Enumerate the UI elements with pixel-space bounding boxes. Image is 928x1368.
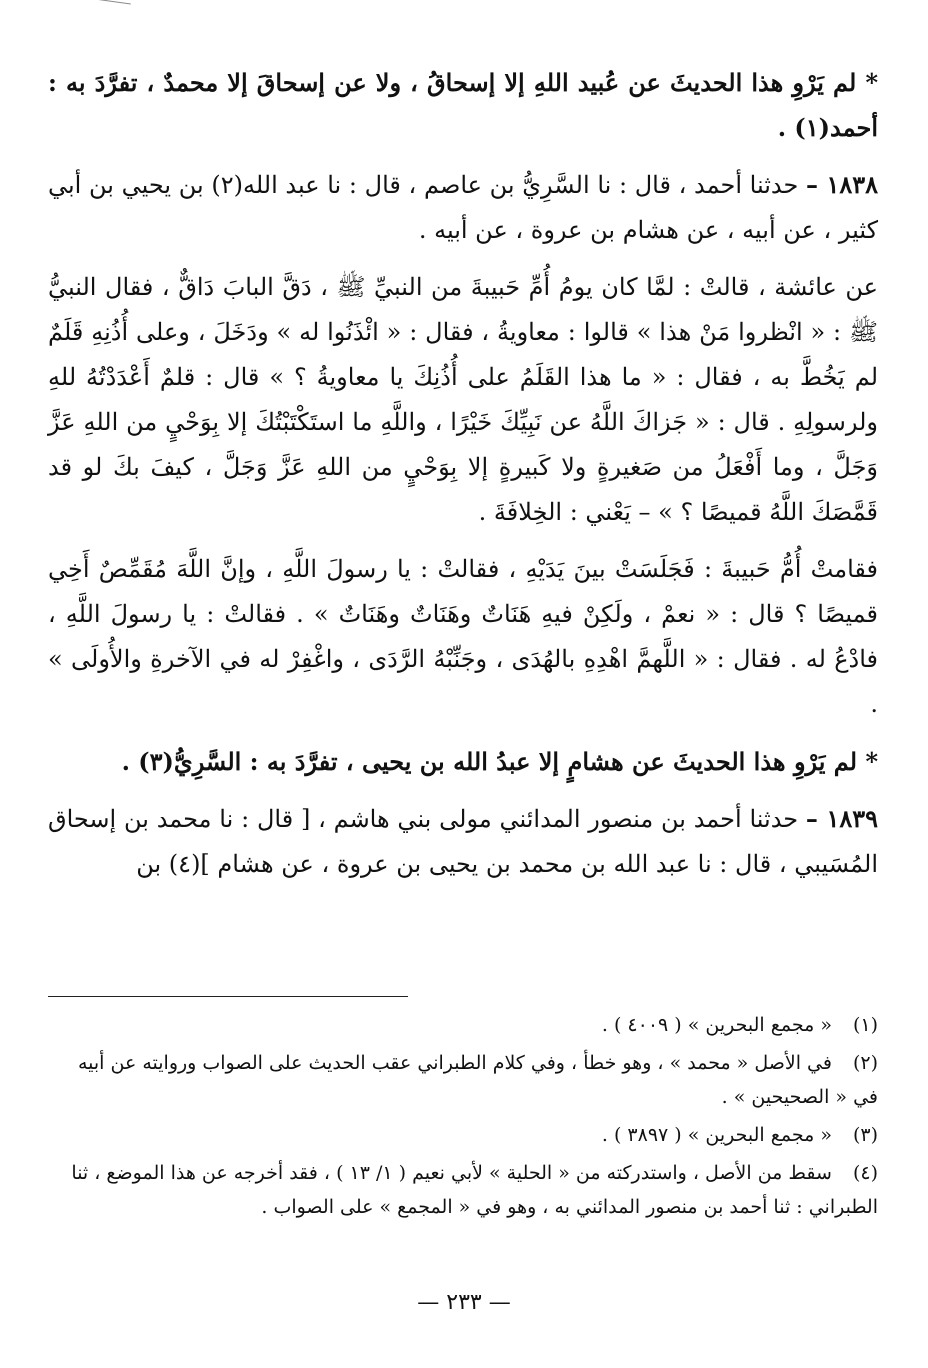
footnote-text: في الأصل « محمد » ، وهو خطأ ، وفي كلام الطبراني عقب الحديث على الصواب وروايته عن أبيه في « الصحيحين » . [77, 1052, 878, 1108]
footnote-text: « مجمع البحرين » ( ٣٨٩٧ ) . [601, 1124, 832, 1146]
page-number: — ٢٣٣ — [417, 1290, 511, 1315]
footnote-number: (٣) [852, 1124, 878, 1146]
body-text: فقامتْ أُمُّ حَبيبةَ : فَجَلَسَتْ بينَ يَدَيْهِ ، فقالتْ : يا رسولَ اللَّهِ ، وإنَّ اللَّهَ مُقَمِّصٌ أَخِي قميصًا ؟ قال : « نعمْ ، ولَكِنْ فيهِ هَنَاتٌ وهَنَاتٌ وهَنَاتٌ » . فقالتْ : يا رسولَ اللَّهِ ، فادْعُ له . فقال : « اللَّهمَّ اهْدِهِ بالهُدَى ، وجَنِّبْهُ الرَّدَى ، واغْفِرْ له في الآخرةِ والأُولَى » . [48, 555, 878, 718]
body-paragraph-1 [48, 265, 878, 535]
note-paragraph-2 [48, 739, 878, 784]
footnote-1 [48, 1008, 878, 1042]
hadith-number: ١٨٣٩ – [805, 804, 878, 833]
footnote-divider [48, 996, 408, 997]
footnote-number: (١) [852, 1014, 878, 1036]
footnote-text: سقط من الأصل ، واستدركته من « الحلية » لأبي نعيم ( ١/ ١٣ ) ، فقد أخرجه عن هذا الموضع ، ثنا الطبراني : ثنا أحمد بن منصور المدائني به ، وهو في « المجمع » على الصواب . [71, 1162, 878, 1218]
note-paragraph-1 [48, 60, 878, 150]
body-paragraph-2 [48, 547, 878, 727]
body-text: عن عائشة ، قالتْ : لمَّا كان يومُ أُمِّ حَبيبةَ من النبيِّ ﷺ ، دَقَّ البابَ دَاقٌّ ، فقال النبيُّ ﷺ : « انْظروا مَنْ هذا » قالوا : معاويةُ ، فقال : « ائْذَنُوا له » ودَخَلَ ، وعلى أُذُنِهِ قَلَمٌ لم يَخُطَّ به ، فقال : « ما هذا القَلَمُ على أُذُنِكَ يا معاويةُ ؟ » قال : قلمٌ أَعْدَدْتُهُ للهِ ولرسولِهِ . قال : « جَزاكَ اللَّهُ عن نَبِيِّكَ خَيْرًا ، واللَّهِ ما استَكْتَبْتُكَ إلا بِوَحْيٍ من اللهِ عَزَّ وَجَلَّ ، وما أَفْعَلُ من صَغيرةٍ ولا كَبيرةٍ إلا بِوَحْيٍ من اللهِ عَزَّ وَجَلَّ ، كيفَ بكَ لو قد قَمَّصَكَ اللَّهُ قميصًا ؟ » – يَعْني : الخِلافَةَ . [48, 273, 878, 526]
footnote-2 [48, 1046, 878, 1114]
note-text: * لم يَرْوِ هذا الحديثَ عن عُبيد اللهِ إلا إسحاقُ ، ولا عن إسحاقَ إلا محمدٌ ، تفرَّدَ به : أحمد(١) . [48, 68, 878, 142]
hadith-text: حدثنا أحمد ، قال : نا السَّرِيُّ بن عاصم ، قال : نا عبد الله(٢) بن يحيي بن أبي كثير ، عن أبيه ، عن هشام بن عروة ، عن أبيه . [48, 171, 878, 244]
note-text: * لم يَرْوِ هذا الحديثَ عن هشامٍ إلا عبدُ الله بن يحيى ، تفرَّدَ به : السَّرِيُّ(٣) . [121, 747, 878, 776]
main-text [48, 60, 878, 899]
footnote-4 [48, 1156, 878, 1224]
hadith-1838 [48, 162, 878, 253]
hadith-number: ١٨٣٨ – [806, 170, 878, 199]
footnotes [48, 1008, 878, 1228]
footnote-text: « مجمع البحرين » ( ٤٠٠٩ ) . [601, 1014, 832, 1036]
hadith-1839 [48, 796, 878, 887]
footnote-number: (٤) [852, 1162, 878, 1184]
hadith-text: حدثنا أحمد بن منصور المدائني مولى بني هاشم ، [ قال : نا محمد بن إسحاق المُسَيبي ، قال : نا عبد الله بن محمد بن يحيى بن عروة ، عن هشام ](٤) بن [48, 805, 878, 878]
footnote-number: (٢) [852, 1052, 878, 1074]
scan-artifact [79, 0, 131, 18]
footnote-3 [48, 1118, 878, 1152]
